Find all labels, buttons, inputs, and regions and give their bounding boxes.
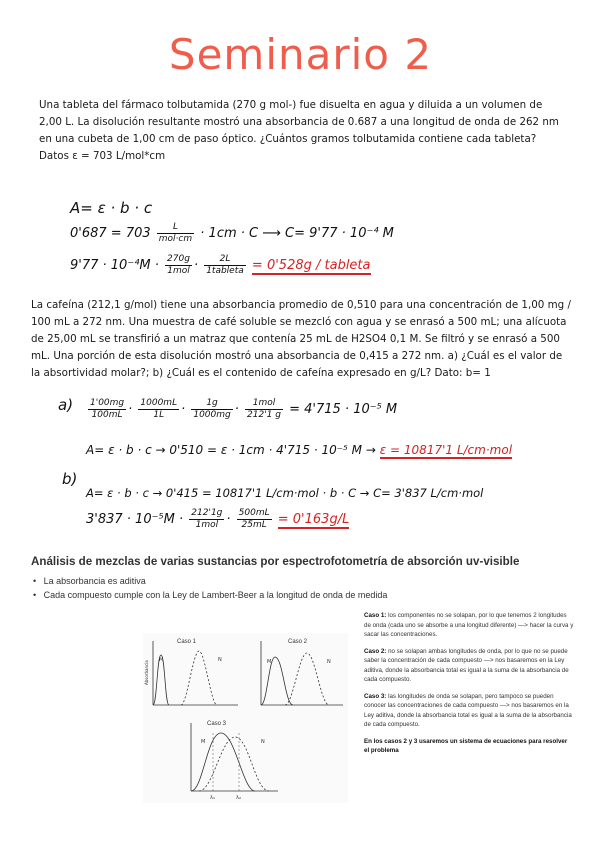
p2-b-conversion: 3'837 · 10⁻⁵M · $\frac{212'1g}{\text{1mol}}$ · $\frac{500mL}{25mL}$ = 0'163g/L: [86, 508, 350, 530]
bullet-item: • Cada compuesto cumple con la Ley de Lambert-Beer a la longitud de onda de medida: [33, 590, 388, 600]
p2-b-label: b): [62, 470, 78, 488]
p1-equation: 0'687 = 703 $\frac{L}{\text{mol·cm}}$ · 1cm · C ⟶ C= 9'77 · 10⁻⁴ M: [70, 222, 394, 244]
bullet-list: [33, 574, 387, 602]
caso-1-m: M: [159, 657, 164, 663]
p2-b-result: = 0'163g/L: [277, 512, 350, 527]
lambda-1-label: λ₁: [210, 795, 215, 801]
arrow-icon: ⟶: [262, 226, 281, 241]
p1-formula: A= ε · b · c: [70, 199, 153, 217]
absorption-cases-figure: [143, 633, 348, 803]
p1-result: = 0'528g / tableta: [251, 258, 371, 273]
p2-a-result: ε = 10817'1 L/cm·mol: [379, 443, 513, 457]
caso-2-n: N: [327, 659, 331, 665]
p1-conversion: 9'77 · 10⁻⁴M · $\frac{270g}{\text{1mol}}$ · $\frac{2L}{\text{1tableta}}$ = 0'528g / tableta: [70, 254, 371, 276]
caso-1-n: N: [218, 657, 222, 663]
caso-3-n: N: [261, 739, 265, 745]
cases-explanation: [364, 611, 574, 763]
page-title: Seminario 2: [168, 30, 433, 79]
section-heading: Análisis de mezclas de varias sustancias por espectrofotometría de absorción uv-visible: [31, 555, 520, 568]
p2-a-epsilon: A= ε · b · c → 0'510 = ε · 1cm · 4'715 · 10⁻⁵ M → ε = 10817'1 L/cm·mol: [86, 443, 513, 457]
problem-1-statement: Una tableta del fármaco tolbutamida (270 g mol-) fue disuelta en agua y diluida a un volumen de 2,00 L. La disolución resultante mostró una absorbancia de 0.687 a una longitud de onda de 262 nm en una cubeta de 1,00 cm de paso óptico. ¿Cuántos gramos tolbutamida contiene cada tableta? Datos ε = 703 L/mol*cm: [39, 99, 559, 162]
problem-2-statement: La cafeína (212,1 g/mol) tiene una absorbancia promedio de 0,510 para una concentración de 1,00 mg / 100 mL a 272 nm. Una muestra de café soluble se mezcló con agua y se enrasó a 500 mL; una alícuota de 25,00 mL se transfirió a un matraz que contenía 25 mL de H2SO4 0,1 M. Se filtró y se enrasó a 500 mL. Una porción de esta disolución mostró una absorbancia de 0,415 a 272 nm. a) ¿Cuál es el valor de la absortividad molar?; b) ¿Cuál es el contenido de cafeína expresado en g/L? Dato: b= 1: [31, 299, 571, 379]
bullet-item: • La absorbancia es aditiva: [33, 576, 146, 586]
caso-2-m: M: [267, 659, 272, 665]
caso-1-label: Caso 1: [177, 639, 197, 645]
p2-a-label: a): [58, 396, 74, 414]
caso-3-text: Caso 3: las longitudes de onda se solapan, pero tampoco se pueden conocer las concentraciones de cada compuesto —> nos basaremos en la Ley aditiva, donde la absorbancia total es igual a la suma de la absorbancia de cada compuesto.: [364, 692, 572, 728]
cases-conclusion: En los casos 2 y 3 usaremos un sistema de ecuaciones para resolver el problema: [364, 737, 568, 754]
p2-a-conversion: $\frac{1'00mg}{100mL}$ · $\frac{1000mL}{1L}$ · $\frac{1g}{1000mg}$ · $\frac{\text{1mol}}{212'1 g}$ = 4'715 · 10⁻⁵ M: [90, 398, 398, 420]
lambda-2-label: λ₂: [236, 795, 241, 801]
caso-3-label: Caso 3: [207, 721, 227, 727]
caso-2-label: Caso 2: [288, 639, 308, 645]
caso-3-m: M: [201, 739, 206, 745]
p2-b-equation: A= ε · b · c → 0'415 = 10817'1 L/cm·mol · b · C → C= 3'837 L/cm·mol: [86, 486, 484, 500]
caso-1-text: Caso 1: los componentes no se solapan, por lo que tenemos 2 longitudes de onda (cada uno se absorbe a una longitud diferente) —> hacer la curva y sacar las concentraciones.: [364, 612, 574, 638]
caso-1-ylabel: Absorbancia: [144, 660, 149, 685]
caso-2-text: Caso 2: no se solapan ambas longitudes de onda, por lo que no se puede saber la concentración de cada compuesto —> nos basaremos en la Ley aditiva, donde la absorbancia total es igual a la suma de la absorbancia de cada compuesto.: [364, 647, 569, 683]
